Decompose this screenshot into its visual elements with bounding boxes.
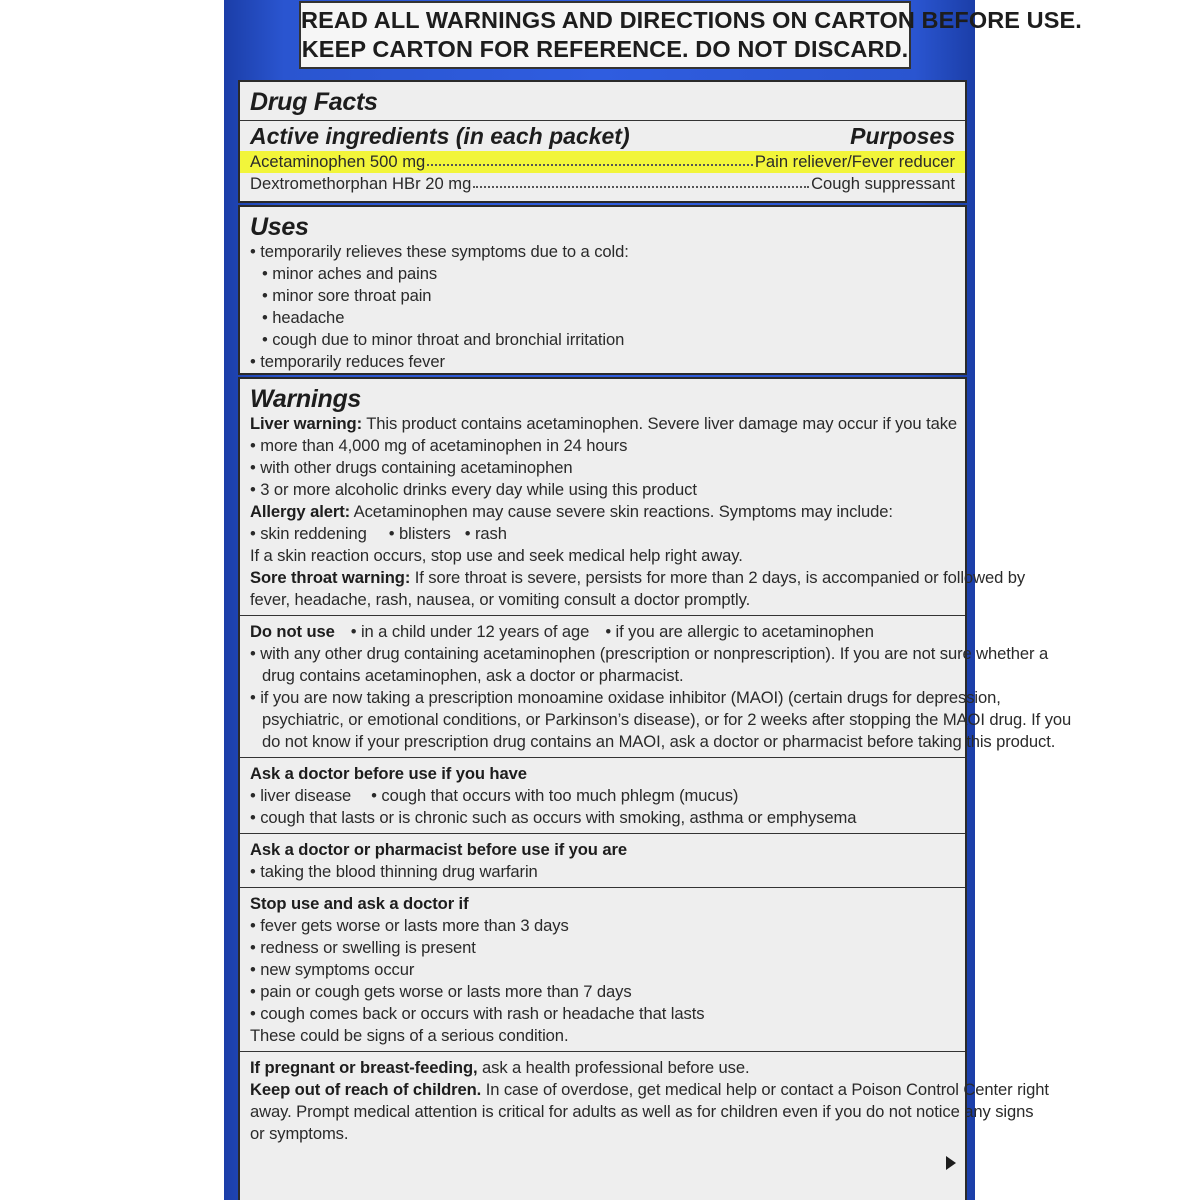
use-item: • headache <box>262 308 345 327</box>
allergy-alert: Allergy alert: Acetaminophen may cause severe skin reactions. Symptoms may include: <box>250 502 893 521</box>
use-item: • cough due to minor throat and bronchial irritation <box>262 330 625 349</box>
stop-use-item: • pain or cough gets worse or lasts more than 7 days <box>250 982 632 1001</box>
liver-item: • 3 or more alcoholic drinks every day while using this product <box>250 480 697 499</box>
use-item: • minor sore throat pain <box>262 286 432 305</box>
ask-pharmacist-heading: Ask a doctor or pharmacist before use if you are <box>250 840 627 859</box>
active-ingredients-heading: Active ingredients (in each packet) <box>250 123 630 149</box>
allergy-after: If a skin reaction occurs, stop use and seek medical help right away. <box>250 546 743 565</box>
ingredient-name: Dextromethorphan HBr 20 mg <box>250 174 472 193</box>
allergy-items: • skin reddening • blisters • rash <box>250 524 507 543</box>
do-not-use-item: psychiatric, or emotional conditions, or Parkinson’s disease), or for 2 weeks after stopping the MAOI drug. If you <box>262 710 1072 729</box>
liver-warning: Liver warning: This product contains acetaminophen. Severe liver damage may occur if you take <box>250 414 958 433</box>
liver-item: • with other drugs containing acetaminophen <box>250 458 573 477</box>
sore-throat-warning: Sore throat warning: If sore throat is severe, persists for more than 2 days, is accompanied or followed by <box>250 568 1026 587</box>
stop-use-item: • new symptoms occur <box>250 960 415 979</box>
uses-title: Uses <box>250 213 309 241</box>
warnings-title: Warnings <box>250 385 362 413</box>
ingredient-name: Acetaminophen 500 mg <box>250 152 426 171</box>
stop-use-item: • fever gets worse or lasts more than 3 days <box>250 916 569 935</box>
ask-doctor-heading: Ask a doctor before use if you have <box>250 764 527 783</box>
ask-doctor-items: • liver disease • cough that occurs with too much phlegm (mucus) <box>250 786 739 805</box>
keep-out-text: away. Prompt medical attention is critical for adults as well as for children even if you do not notice any signs <box>250 1102 1034 1121</box>
ingredient-purpose: Pain reliever/Fever reducer <box>754 152 955 171</box>
stop-use-heading: Stop use and ask a doctor if <box>250 894 469 913</box>
ingredient-row <box>250 173 955 195</box>
use-item: • minor aches and pains <box>262 264 438 283</box>
pregnancy-warning: If pregnant or breast-feeding, ask a health professional before use. <box>250 1058 750 1077</box>
liver-item: • more than 4,000 mg of acetaminophen in 24 hours <box>250 436 628 455</box>
use-item: • temporarily relieves these symptoms due to a cold: <box>250 242 629 261</box>
do-not-use-item: • if you are now taking a prescription monoamine oxidase inhibitor (MAOI) (certain drugs for depression, <box>250 688 1001 707</box>
sore-throat-text: fever, headache, rash, nausea, or vomiting consult a doctor promptly. <box>250 590 751 609</box>
notice-line-2: KEEP CARTON FOR REFERENCE. DO NOT DISCARD. <box>301 36 909 62</box>
drug-facts-title: Drug Facts <box>250 88 378 116</box>
do-not-use-item: • with any other drug containing acetaminophen (prescription or nonprescription). If you are not sure whether a <box>250 644 1049 663</box>
do-not-use-item: drug contains acetaminophen, ask a doctor or pharmacist. <box>262 666 684 685</box>
notice-line-1: READ ALL WARNINGS AND DIRECTIONS ON CARTON BEFORE USE. <box>301 7 1082 33</box>
purposes-heading: Purposes <box>850 123 955 149</box>
keep-out-of-reach: Keep out of reach of children. In case of overdose, get medical help or contact a Poison Control Center right <box>250 1080 1049 1099</box>
warnings-panel <box>238 377 1072 1200</box>
drug-facts-panel <box>238 80 967 203</box>
uses-panel <box>238 205 967 375</box>
keep-out-text: or symptoms. <box>250 1124 349 1143</box>
ingredient-row <box>240 151 965 173</box>
ingredient-purpose: Cough suppressant <box>811 174 955 193</box>
use-item: • temporarily reduces fever <box>250 352 445 371</box>
stop-use-after: These could be signs of a serious condition. <box>250 1026 569 1045</box>
stop-use-item: • redness or swelling is present <box>250 938 476 957</box>
ask-pharmacist-item: • taking the blood thinning drug warfarin <box>250 862 538 881</box>
continue-arrow-icon <box>946 1156 956 1170</box>
ask-doctor-item: • cough that lasts or is chronic such as occurs with smoking, asthma or emphysema <box>250 808 857 827</box>
do-not-use: Do not use • in a child under 12 years of age • if you are allergic to acetaminophen <box>250 622 874 641</box>
stop-use-item: • cough comes back or occurs with rash or headache that lasts <box>250 1004 705 1023</box>
do-not-use-item: do not know if your prescription drug contains an MAOI, ask a doctor or pharmacist before taking this product. <box>262 732 1056 751</box>
carton-notice <box>299 1 1082 69</box>
